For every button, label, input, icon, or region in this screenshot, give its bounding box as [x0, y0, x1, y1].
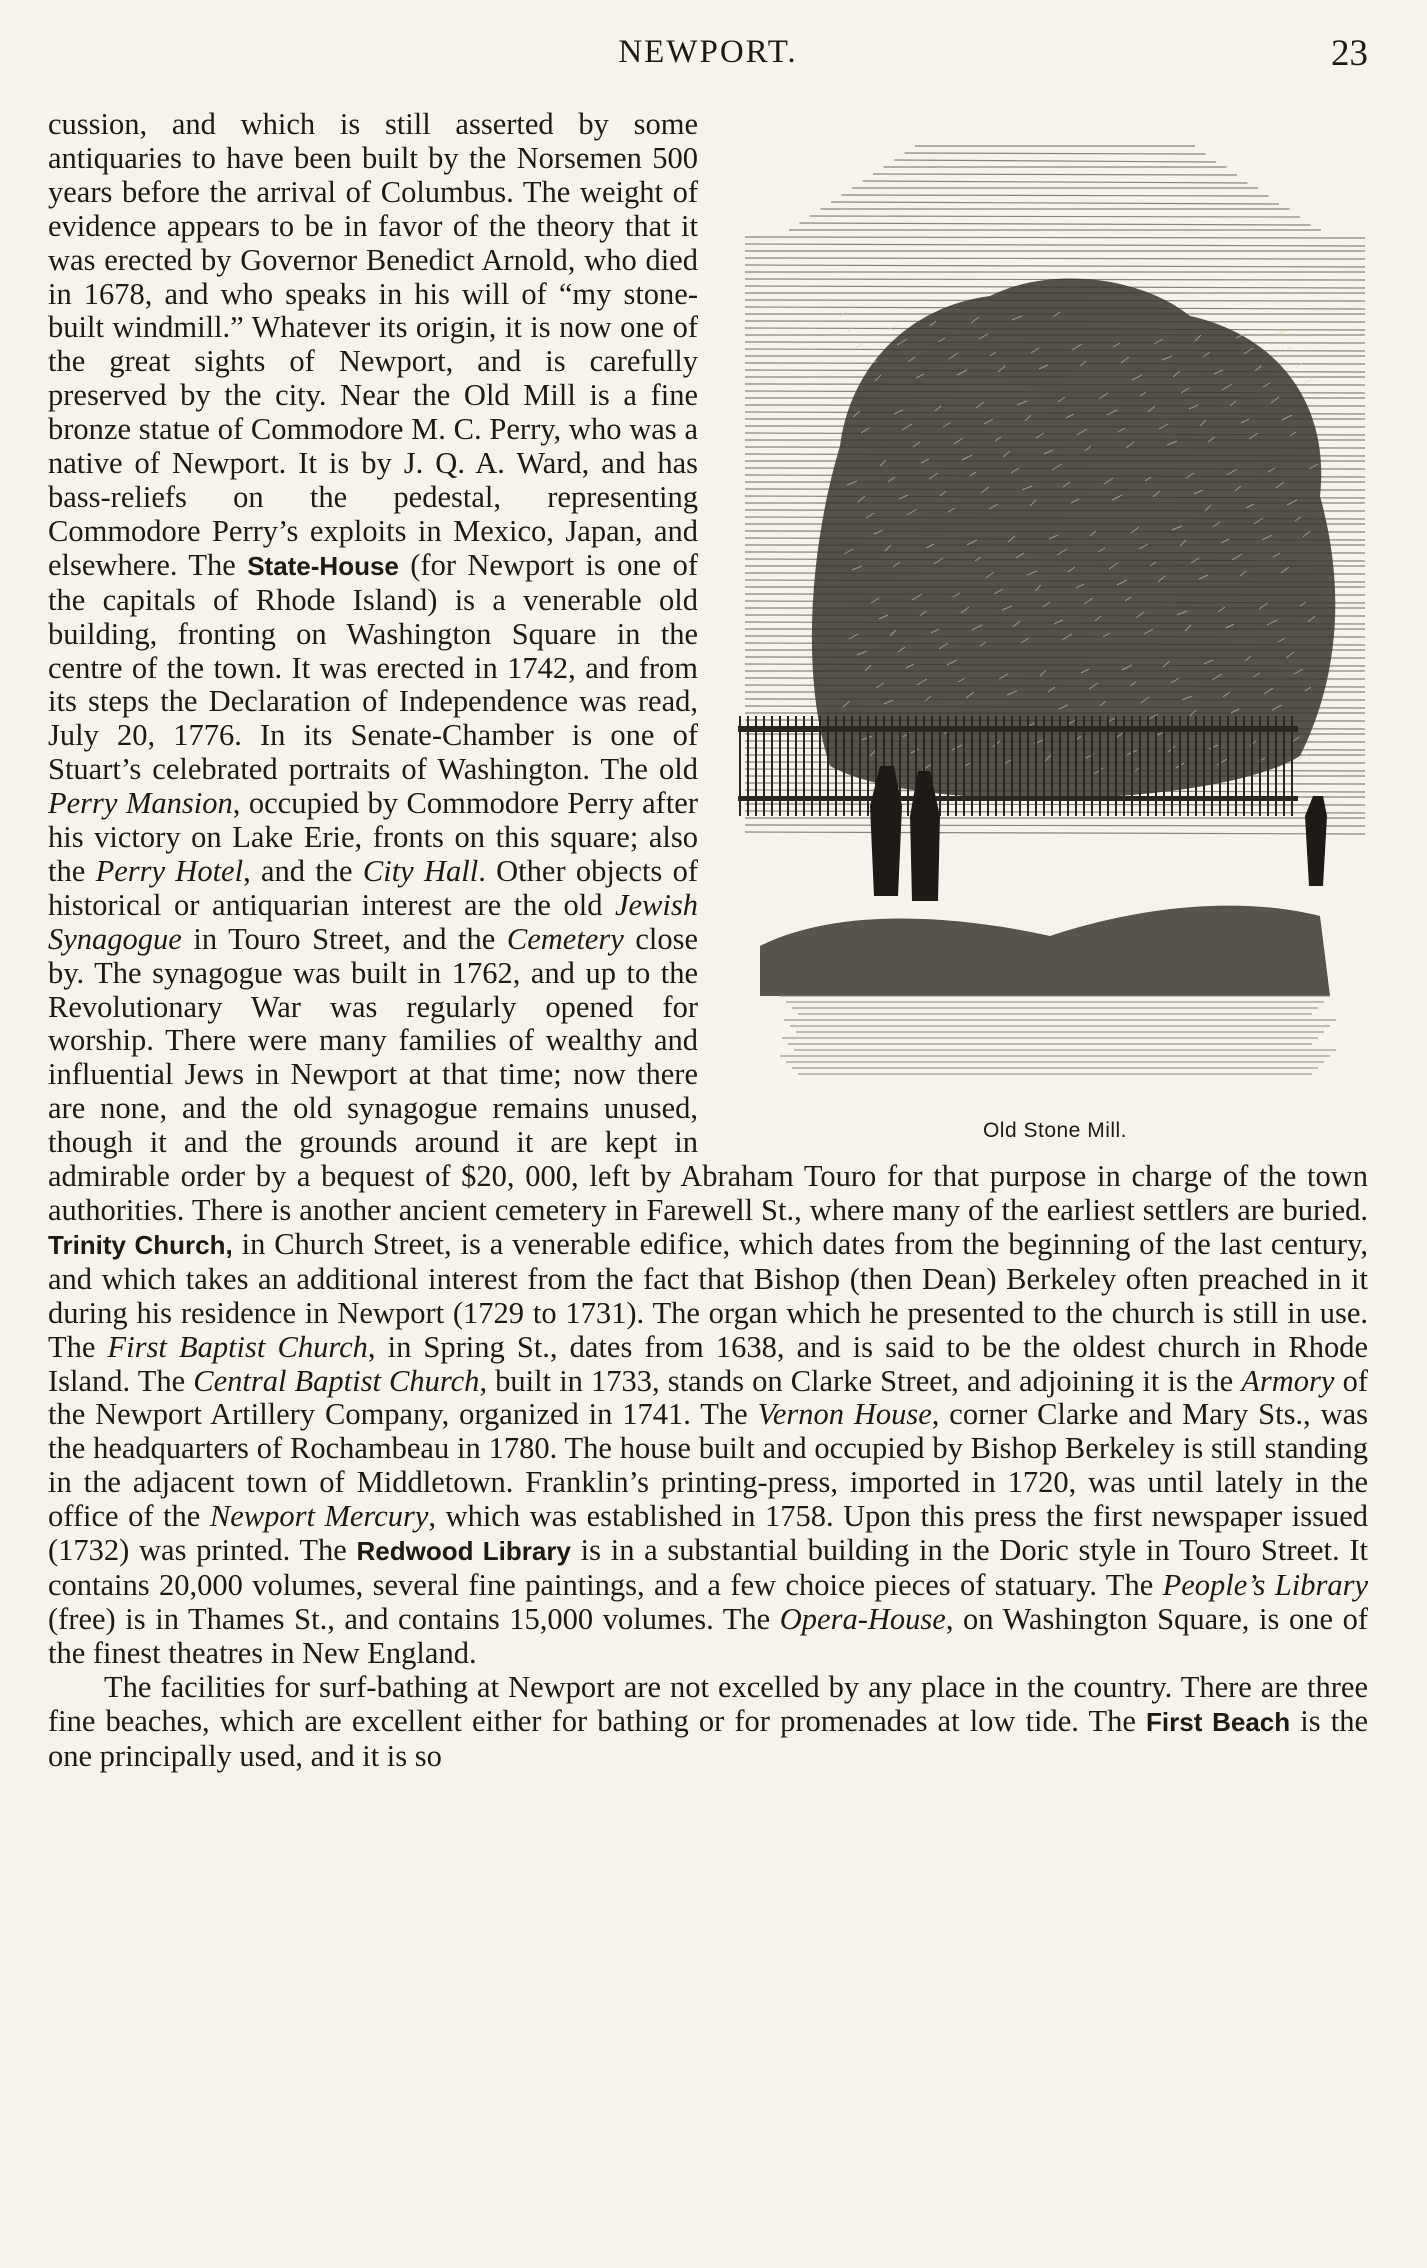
paragraph-2: The facilities for surf-bathing at Newport are not excelled by any place in the country. There are three fine beaches, which are excellent either for bathing or for promenades at low tide. The First Beach is the one principally used, and it is so	[48, 1669, 1369, 1773]
old-stone-mill-illustration	[720, 116, 1390, 1143]
state-house-name: State-House	[247, 550, 399, 581]
jewish-synagogue-name: Jewish Synagogue	[48, 887, 698, 956]
trinity-church-name: Trinity Church,	[48, 1229, 233, 1260]
running-head: NEWPORT.	[618, 34, 798, 70]
fence-rail	[738, 726, 1298, 732]
cemetery-name: Cemetery	[506, 921, 624, 956]
figure-man	[1305, 796, 1327, 886]
figure-caption: Old Stone Mill.	[982, 1119, 1128, 1142]
perry-hotel-name: Perry Hotel	[95, 853, 244, 888]
ground-shrubs	[760, 906, 1330, 996]
armory-name: Armory	[1241, 1363, 1335, 1398]
page-header	[48, 34, 1368, 78]
old-stone-mill-engraving	[720, 116, 1390, 1106]
city-hall-name: City Hall	[362, 853, 479, 888]
perry-mansion-name: Perry Mansion	[48, 786, 233, 821]
paragraph-1: Old Stone Mill. cussion, and which is still asserted by some antiquaries to have been built by the Norsemen 500 years before the arrival of Columbus. The weight of evidence appears to be in favor of the theory that it was erected by Governor Benedict Arnold, who died in 1678, and who speaks in his will of “my stone-built windmill.” Whatever its origin, it is now one of the great sights of Newport, and is carefully preserved by the city. Near the Old Mill is a fine bronze statue of Commodore M. C. Perry, who was a native of Newport. It is by J. Q. A. Ward, and has bass-reliefs on the pedestal, representing Commodore Perry’s exploits in Mexico, Japan, and elsewhere. The State-House (for Newport is one of the capitals of Rhode Island) is a venerable old building, fronting on Washington Square in the centre of the town. It was erected in 1742, and from its steps the Declaration of Independence was read, July 20, 1776. In its Senate-Chamber is one of Stuart’s celebrated portraits of Washington. The old Perry Mansion, occupied by Commodore Perry after his victory on Lake Erie, fronts on this square; also the Perry Hotel, and the City Hall. Other objects of historical or antiquarian interest are the old Jewish Synagogue in Touro Street, and the Cemetery close by. The synagogue was built in 1762, and up to the Revolutionary War was regularly opened for worship. There were many families of wealthy and influential Jews in Newport at that time; now there are none, and the old synagogue remains unused, though it and the grounds around it are kept in admirable order by a bequest of $20, 000, left by Abraham Touro for that purpose in charge of the town authorities. There is another ancient cemetery in Farewell St., where many of the earliest settlers are buried. Trinity Church, in Church Street, is a venerable edifice, which dates from the beginning of the last century, and which takes an additional interest from the fact that Bishop (then Dean) Berkeley often preached in it during his residence in Newport (1729 to 1731). The organ which he presented to the church is still in use. The First Baptist Church, in Spring St., dates from 1638, and is said to be the oldest church in Rhode Island. The Central Baptist Church, built in 1733, stands on Clarke Street, and adjoining it is the Armory of the Newport Artillery Company, organized in 1741. The Vernon House, corner Clarke and Mary Sts., was the headquarters of Rochambeau in 1780. The house built and occupied by Bishop Berkeley is still standing in the adjacent town of Middletown. Franklin’s printing-press, imported in 1720, was until lately in the office of the Newport Mercury, which was established in 1758. Upon this press the first newspaper issued (1732) was printed. The Redwood Library is in a substantial building in the Doric style in Touro Street. It contains 20,000 volumes, several fine paintings, and a few choice pieces of statuary. The People’s Library (free) is in Thames St., and contains 15,000 volumes. The Opera-House, on Washington Square, is one of the finest theatres in New England.	[48, 108, 1368, 1671]
opera-house-name: Opera-House	[779, 1601, 946, 1636]
fence-rail-lower	[738, 796, 1298, 801]
first-beach-name: First Beach	[1146, 1706, 1291, 1737]
body-text	[48, 108, 1368, 1773]
first-baptist-church-name: First Baptist Church	[107, 1329, 368, 1364]
peoples-library-name: People’s Library	[1162, 1567, 1368, 1602]
figure-woman-left	[870, 766, 902, 896]
central-baptist-church-name: Central Baptist Church	[193, 1363, 480, 1398]
ground-hatching	[780, 996, 1336, 1074]
vernon-house-name: Vernon House	[757, 1397, 932, 1432]
newport-mercury-name: Newport Mercury	[209, 1499, 429, 1534]
page-number: 23	[1331, 33, 1368, 74]
redwood-library-name: Redwood Library	[356, 1536, 571, 1567]
